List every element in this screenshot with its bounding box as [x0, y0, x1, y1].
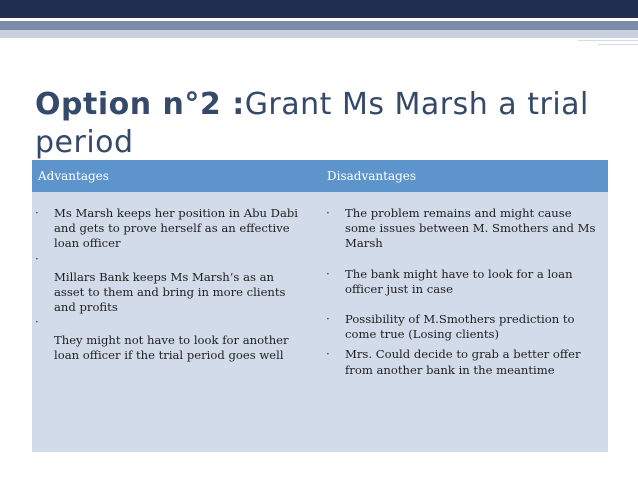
header-advantages: Advantages	[38, 169, 109, 183]
list-item	[32, 206, 307, 252]
bullet-marker: ·	[326, 266, 330, 281]
empty-bullet-row	[32, 315, 307, 333]
empty-bullet-row	[32, 252, 307, 270]
list-item	[323, 206, 598, 252]
list-item	[32, 270, 307, 316]
corner-decoration	[578, 0, 638, 50]
list-item	[323, 267, 598, 297]
list-item	[32, 333, 307, 363]
header-band-mid	[0, 21, 638, 30]
advantage-text: They might not have to look for another loan officer if the trial period goes well	[54, 333, 289, 363]
bullet-marker: ·	[326, 206, 330, 220]
disadvantage-text: The problem remains and might cause some issues between M. Smothers and Ms Marsh	[345, 206, 596, 251]
title-option-label: Option n°2 :	[35, 87, 245, 122]
comparison-table	[32, 160, 608, 452]
header-band-dark	[0, 0, 638, 18]
bullet-marker: ·	[35, 206, 39, 220]
list-item	[323, 312, 598, 342]
table-header-row	[32, 160, 608, 192]
advantages-column	[32, 206, 307, 364]
bullet-marker: ·	[35, 315, 39, 330]
disadvantage-text: The bank might have to look for a loan officer just in case	[345, 266, 573, 296]
advantage-text: Ms Marsh keeps her position in Abu Dabi and gets to prove herself as an effective loan officer	[54, 206, 298, 251]
bullet-marker: ·	[35, 251, 39, 266]
disadvantages-column	[323, 206, 598, 378]
advantage-text: Millars Bank keeps Ms Marsh’s as an asset to them and bring in more clients and profits	[54, 269, 286, 315]
disadvantage-text: Mrs. Could decide to grab a better offer from another bank in the meantime	[345, 347, 581, 377]
title-text: Grant Ms Marsh a trial period	[35, 87, 589, 160]
disadvantage-text: Possibility of M.Smothers prediction to come true (Losing clients)	[345, 312, 575, 342]
slide-title	[35, 86, 615, 162]
bullet-marker: ·	[326, 347, 330, 362]
bullet-marker: ·	[326, 312, 330, 327]
list-item	[323, 347, 598, 377]
header-disadvantages: Disadvantages	[327, 169, 417, 183]
header-band-light	[0, 30, 638, 38]
